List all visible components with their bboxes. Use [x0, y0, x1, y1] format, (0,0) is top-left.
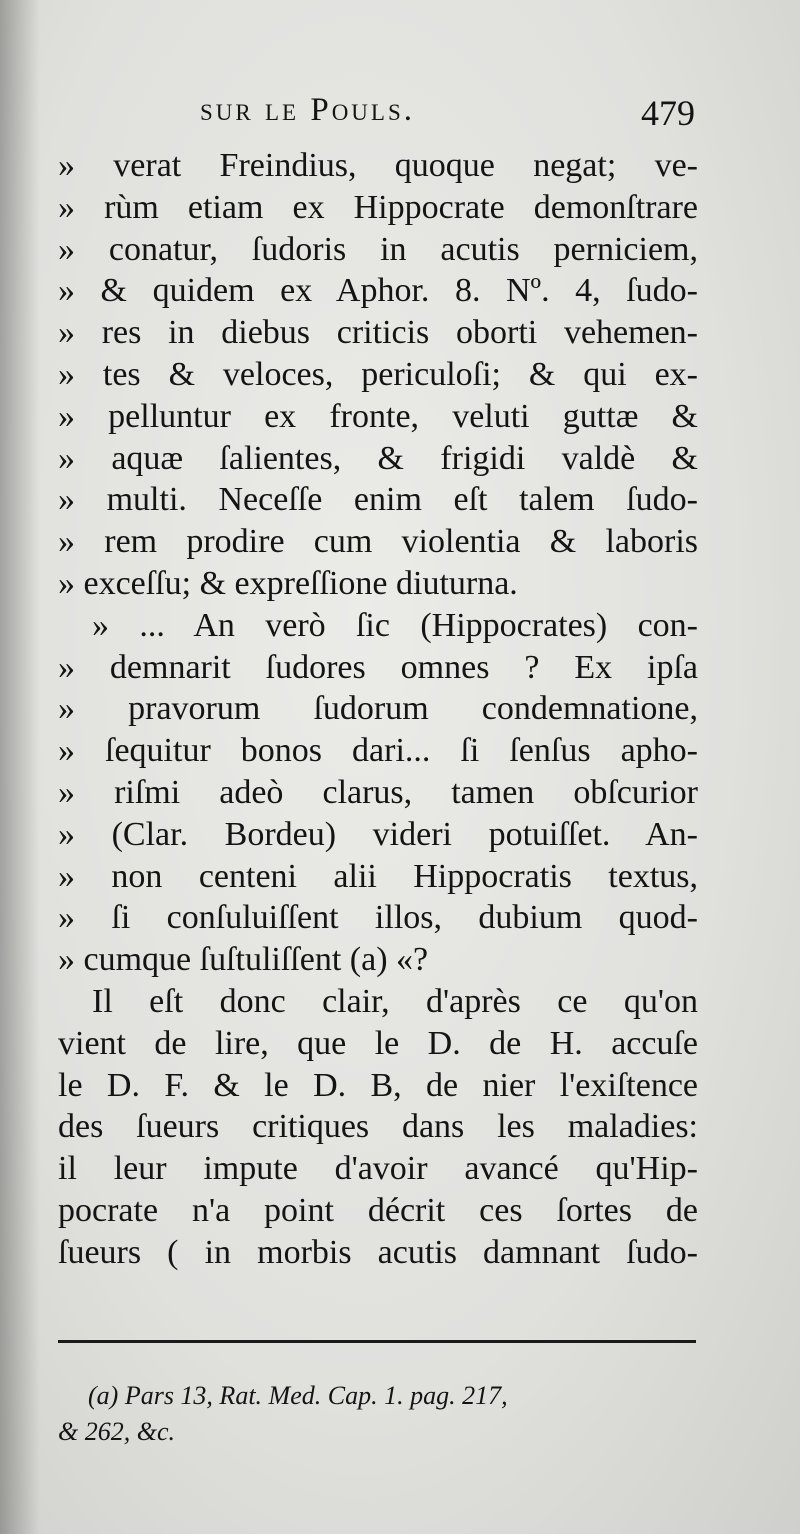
text-line: Il eſt donc clair, d'après ce qu'on	[92, 982, 698, 1020]
page-number: 479	[641, 93, 695, 133]
text-line: » & quidem ex Aphor. 8. Nº. 4, ſudo-	[58, 272, 698, 310]
text-line: » non centeni alii Hippocratis textus,	[58, 857, 698, 895]
text-line: » pravorum ſudorum condemnatione,	[58, 690, 698, 728]
text-line: il leur impute d'avoir avancé qu'Hip-	[58, 1150, 698, 1188]
running-head: sur le Pouls.	[200, 92, 416, 128]
text-line: » (Clar. Bordeu) videri potuiſſet. An-	[58, 815, 698, 853]
text-line: » multi. Neceſſe enim eſt talem ſudo-	[58, 481, 698, 519]
text-line: » cumque ſuſtuliſſent (a) «?	[58, 941, 429, 979]
text-line: » tes & veloces, periculoſi; & qui ex-	[58, 355, 698, 393]
text-line: » riſmi adeò clarus, tamen obſcurior	[58, 773, 698, 811]
text-line: » ... An verò ſic (Hippocrates) con-	[92, 606, 698, 644]
footnote-line: & 262, &c.	[58, 1417, 175, 1446]
page-header	[200, 92, 695, 132]
text-line: » ſi conſuluiſſent illos, dubium quod-	[58, 899, 698, 937]
text-line: » res in diebus criticis oborti vehemen-	[58, 314, 698, 352]
text-line: » conatur, ſudoris in acutis perniciem,	[58, 230, 698, 268]
text-line: » ſequitur bonos dari... ſi ſenſus apho-	[58, 732, 698, 770]
footnote	[58, 1378, 698, 1450]
text-line: » aquæ ſalientes, & frigidi valdè &	[58, 439, 698, 477]
text-line: » verat Freindius, quoque negat; ve-	[58, 147, 698, 184]
body-text	[58, 145, 698, 1274]
text-line: » exceſſu; & expreſſione diuturna.	[58, 564, 518, 602]
text-line: vient de lire, que le D. de H. accuſe	[58, 1024, 698, 1062]
text-line: le D. F. & le D. B, de nier l'exiſtence	[58, 1066, 698, 1104]
text-line: » demnarit ſudores omnes ? Ex ipſa	[58, 648, 698, 686]
text-line: ſueurs ( in morbis acutis damnant ſudo-	[58, 1233, 698, 1271]
spine-shadow	[0, 0, 40, 1534]
footnote-line: (a) Pars 13, Rat. Med. Cap. 1. pag. 217,	[88, 1381, 508, 1410]
text-line: » rem prodire cum violentia & laboris	[58, 523, 698, 561]
text-line: des ſueurs critiques dans les maladies:	[58, 1108, 698, 1146]
text-line: pocrate n'a point décrit ces ſortes de	[58, 1191, 698, 1229]
text-line: » rùm etiam ex Hippocrate demonſtrare	[58, 188, 698, 226]
text-line: » pelluntur ex fronte, veluti guttæ &	[58, 397, 698, 435]
footnote-rule	[58, 1340, 696, 1343]
